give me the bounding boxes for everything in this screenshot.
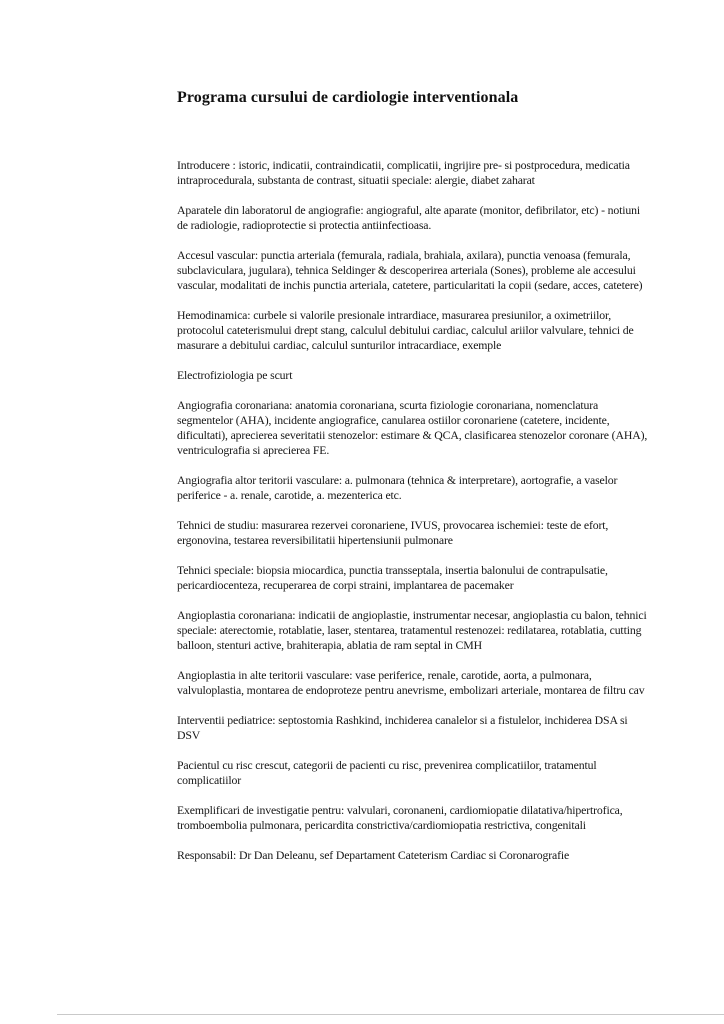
paragraph-accesul-vascular: Accesul vascular: punctia arteriala (femurala, radiala, brahiala, axilara), punctia venoasa (femurala, subclaviculara, jugulara), tehnica Seldinger & descoperirea arteriala (Sones), probleme ale accesului vascular, modalitati de inchis punctia arteriala, catetere, particularitati la copii (sedare, acces, catetere)	[177, 248, 643, 292]
paragraph-exemplificari: Exemplificari de investigatie pentru: valvulari, coronaneni, cardiomiopatie dilatativa/hipertrofica, tromboembolia pulmonara, pericardita constrictiva/cardiomiopatia restrictiva, congenitali	[177, 803, 623, 832]
paragraph-angioplastia-alte-teritorii: Angioplastia in alte teritorii vasculare: vase periferice, renale, carotide, aorta, a pulmonara, valvuloplastia, montarea de endoproteze pentru anevrisme, embolizari arteriale, montarea de filtru cav	[177, 668, 645, 697]
paragraph-introducere: Introducere : istoric, indicatii, contraindicatii, complicatii, ingrijire pre- si postprocedura, medicatia intraprocedurala, substanta de contrast, situatii speciale: alergie, diabet zaharat	[177, 158, 630, 187]
paragraph-aparatele: Aparatele din laboratorul de angiografie: angiograful, alte aparate (monitor, defibrilator, etc) - notiuni de radiologie, radioprotectie si protectia antiinfectioasa.	[177, 203, 641, 232]
paragraph-angioplastia-coronariana: Angioplastia coronariana: indicatii de angioplastie, instrumentar necesar, angioplastia cu balon, tehnici speciale: aterectomie, rotablatie, laser, stentarea, tratamentul restenozei: redilatarea, rotablatia, cutting balloon, stenturi active, brahiterapia, ablatia de ram septal in CMH	[177, 608, 647, 652]
paragraph-electrofiziologia: Electrofiziologia pe scurt	[177, 368, 293, 382]
paragraph-hemodinamica: Hemodinamica: curbele si valorile presionale intrardiace, masurarea presiunilor, a oximetriilor, protocolul cateterismului drept stang, calculul debitului cardiac, calculul ariilor valvulare, tehnici de masurare a debitului cardiac, calculul sunturilor intracardiace, exemple	[177, 308, 634, 352]
page-bottom-edge	[57, 1014, 724, 1015]
document-content	[177, 0, 649, 878]
paragraph-pacientul-cu-risc: Pacientul cu risc crescut, categorii de pacienti cu risc, prevenirea complicatiilor, tratamentul complicatiilor	[177, 758, 597, 787]
paragraph-tehnici-speciale: Tehnici speciale: biopsia miocardica, punctia transseptala, insertia balonului de contrapulsatie, pericardiocenteza, recuperarea de corpi straini, implantarea de pacemaker	[177, 563, 608, 592]
paragraph-responsabil: Responsabil: Dr Dan Deleanu, sef Departament Cateterism Cardiac si Coronarografie	[177, 848, 570, 862]
paragraph-interventii-pediatrice: Interventii pediatrice: septostomia Rashkind, inchiderea canalelor si a fistulelor, inchiderea DSA si DSV	[177, 713, 628, 742]
paragraph-angiografia-altor-teritorii: Angiografia altor teritorii vasculare: a. pulmonara (tehnica & interpretare), aortografie, a vaselor periferice - a. renale, carotide, a. mezenterica etc.	[177, 473, 618, 502]
page-title: Programa cursului de cardiologie interventionala	[177, 89, 519, 106]
paragraph-angiografia-coronariana: Angiografia coronariana: anatomia coronariana, scurta fiziologie coronariana, nomenclatura segmentelor (AHA), incidente angiografice, canularea ostiilor coronariene (catetere, incidente, dificultati), aprecierea severitatii stenozelor: estimare & QCA, clasificarea stenozelor coronare (AHA), ventriculografia si aprecierea FE.	[177, 398, 648, 457]
paragraph-tehnici-de-studiu: Tehnici de studiu: masurarea rezervei coronariene, IVUS, provocarea ischemiei: teste de efort, ergonovina, testarea reversibilitatii hipertensiunii pulmonare	[177, 518, 609, 547]
